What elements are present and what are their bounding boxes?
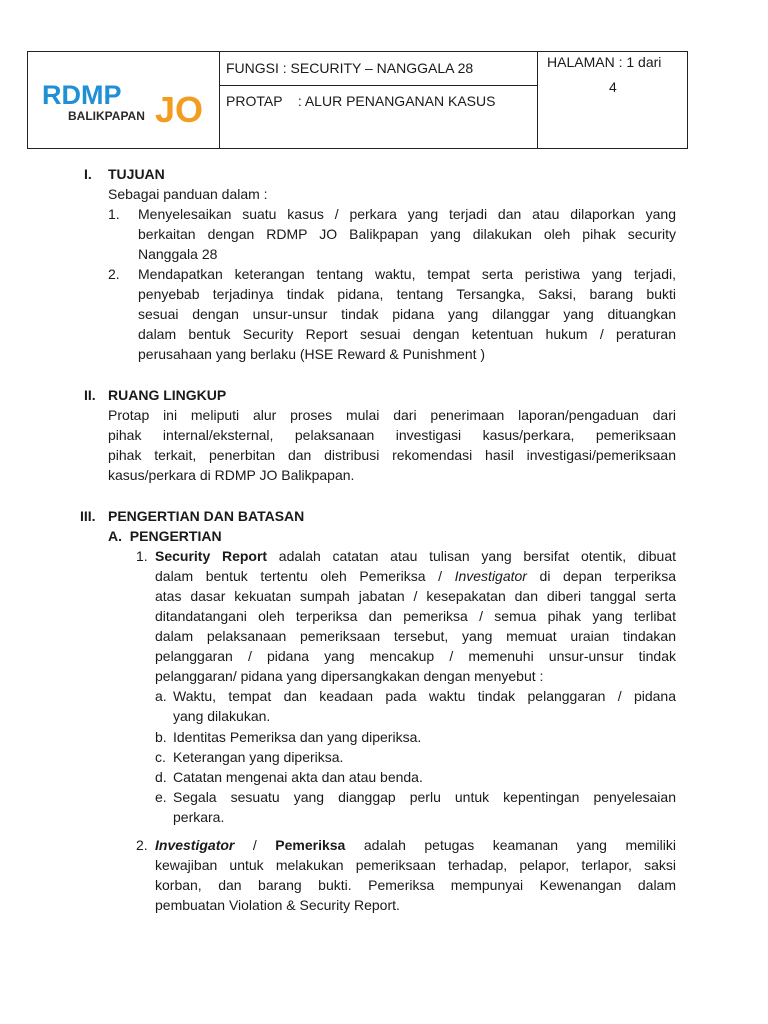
section1-item1-num: 1. [108,206,120,222]
section3-item2-line1 [155,837,676,853]
page-cell [537,52,687,148]
section3-num: III. [80,508,96,524]
section3-item1-line2-post: di depan terperiksa [526,568,676,584]
rdmp-jo-logo [40,80,208,124]
section3-item2-num: 2. [136,837,148,853]
section2-line: pihak terkait, penerbitan dan distribusi rekomendasi hasil investigasi/pemeriksaan [108,447,676,463]
section3-item1-line: pelanggaran / pidana yang mencakup / memenuhi unsur-unsur tindak [155,648,676,664]
section1-item2-line: penyebab terjadinya tindak pidana, tentang Tersangka, Saksi, barang bukti [138,286,676,302]
section1-title: TUJUAN [108,166,165,182]
pemeriksa-term: Pemeriksa [275,837,346,853]
section2-line: pihak internal/eksternal, pelaksanaan investigasi kasus/perkara, pemeriksaan [108,427,676,443]
section1-item2-line: sesuai dengan unsur-unsur tindak pidana yang dilanggar yang dituangkan [138,306,676,322]
investigator-term: Investigator [454,568,527,584]
subitem-line: Identitas Pemeriksa dan yang diperiksa. [173,729,422,745]
fungsi-row [219,52,537,86]
section3-item1-num: 1. [136,548,148,564]
section3-item2-line: pembuatan Violation & Security Report. [155,897,400,913]
subitem-line: Waktu, tempat dan keadaan pada waktu tindak pelanggaran / pidana [173,688,676,704]
document-header-table [27,51,688,149]
subitem-line: Segala sesuatu yang dianggap perlu untuk kepentingan penyelesaian [173,789,676,805]
section3-item1-line: ditandatangani oleh terperiksa dan pemeriksa / semua pihak yang terlibat [155,608,676,624]
halaman-text: HALAMAN : 1 dari [547,54,662,70]
section3-item2-line: kewajiban untuk melakukan pemeriksaan terhadap, pelapor, terlapor, saksi [155,857,676,873]
protap-text: PROTAP : ALUR PENANGANAN KASUS [226,93,496,109]
subitem-letter: a. [155,688,167,704]
section1-item2-line: dalam bentuk Security Report sesuai dengan ketentuan hukum / peraturan [138,326,676,342]
section1-item1-line: Nanggala 28 [138,246,218,262]
section1-item2-line: perusahaan yang berlaku (HSE Reward & Punishment ) [138,346,486,362]
section1-num: I. [84,166,92,182]
section2-title: RUANG LINGKUP [108,387,227,403]
subitem-line: Keterangan yang diperiksa. [173,749,344,765]
logo-balikpapan-text: BALIKPAPAN [68,109,145,123]
section2-num: II. [84,387,96,403]
slash-text: / [234,837,276,853]
subitem-letter: d. [155,769,167,785]
section1-item2-line: Mendapatkan keterangan tentang waktu, tempat serta peristiwa yang terjadi, [138,266,676,282]
subitem-letter: e. [155,789,167,805]
section3-item1-line2-pre: dalam bentuk tertentu oleh Pemeriksa / [155,568,455,584]
section3-item1-line1 [155,548,676,564]
title-cell [219,52,538,148]
section3-item1-line2 [155,568,676,584]
section3-item2-line: korban, dan barang bukti. Pemeriksa mempunyai Kewenangan dalam [155,877,676,893]
subitem-line: Catatan mengenai akta dan atau benda. [173,769,423,785]
halaman-total: 4 [609,79,617,95]
security-report-term: Security Report [155,548,268,564]
subitem-letter: b. [155,729,167,745]
fungsi-text: FUNGSI : SECURITY – NANGGALA 28 [226,60,474,76]
section1-item2-num: 2. [108,266,120,282]
section3-item1-line: atas dasar kekuatan sumpah jabatan / kesepakatan dan diberi tanggal serta [155,588,676,604]
section3-item1-line1-rest: adalah catatan atau tulisan yang bersifat otentik, dibuat [267,548,676,564]
investigator-term-2: Investigator [155,837,235,853]
section3-title: PENGERTIAN DAN BATASAN [108,508,305,524]
section1-item1-line: berkaitan dengan RDMP JO Balikpapan yang dilakukan oleh pihak security [138,226,676,242]
section1-intro: Sebagai panduan dalam : [108,186,268,202]
section3-sub-a: A. PENGERTIAN [108,528,222,544]
subitem-line: perkara. [173,809,225,825]
logo-cell [28,52,220,148]
section3-item1-line: pelanggaran/ pidana yang dipersangkakan dengan menyebut : [155,668,544,684]
section3-item2-line1-rest: adalah petugas keamanan yang memiliki [345,837,676,853]
subitem-letter: c. [155,749,166,765]
logo-jo-text: JO [155,89,204,124]
section1-item1-line: Menyelesaikan suatu kasus / perkara yang terjadi dan atau dilaporkan yang [138,206,676,222]
section3-item1-line: dalam pelaksanaan pemeriksaan tersebut, yang memuat uraian tindakan [155,628,676,644]
section2-line: Protap ini meliputi alur proses mulai dari penerimaan laporan/pengaduan dari [108,407,676,423]
section2-line: kasus/perkara di RDMP JO Balikpapan. [108,467,355,483]
logo-rdmp-text: RDMP [42,80,122,110]
subitem-line: yang dilakukan. [173,708,271,724]
